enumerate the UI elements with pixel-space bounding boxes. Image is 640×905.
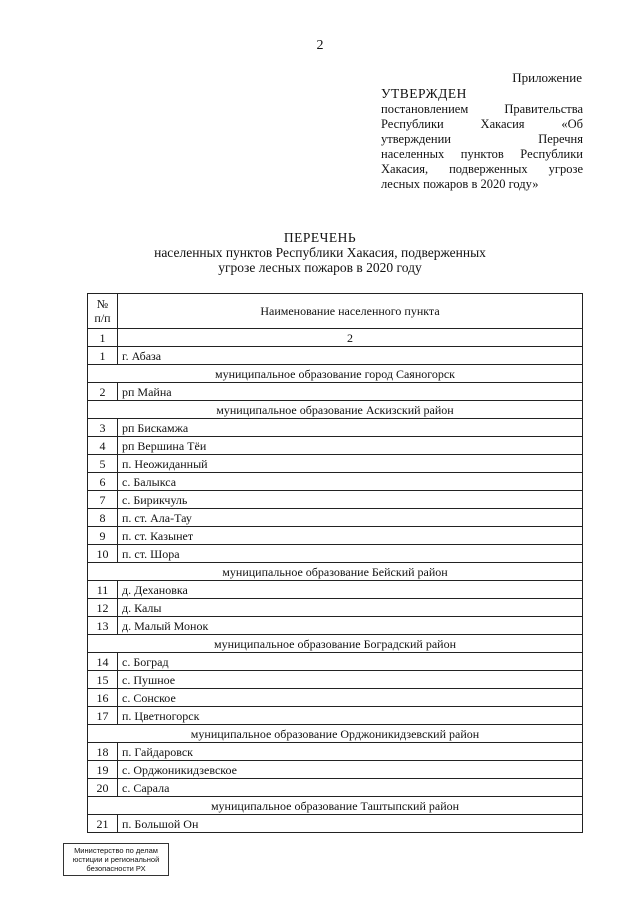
municipality-group-row [88,635,583,653]
document-heading [0,230,640,275]
settlement-row [88,599,583,617]
header-number-cell [88,294,118,329]
settlement-name: с. Бирикчуль [118,491,583,509]
settlement-row [88,419,583,437]
municipality-group-row [88,797,583,815]
settlement-number: 3 [88,419,118,437]
settlement-number: 11 [88,581,118,599]
settlement-number: 9 [88,527,118,545]
approval-line: лесных пожаров в 2020 году» [381,177,539,191]
ministry-stamp [63,843,169,876]
column-index-cell: 2 [118,329,583,347]
settlement-number: 17 [88,707,118,725]
settlement-name: п. Неожиданный [118,455,583,473]
settlement-name: с. Сонское [118,689,583,707]
settlement-name: п. ст. Шора [118,545,583,563]
settlement-name: рп Вершина Тёи [118,437,583,455]
settlement-row [88,761,583,779]
settlement-row [88,707,583,725]
settlement-row [88,545,583,563]
settlement-number: 20 [88,779,118,797]
settlement-name: п. Большой Он [118,815,583,833]
header-number-symbol: № [96,297,109,311]
municipality-group-row [88,563,583,581]
settlement-name: д. Калы [118,599,583,617]
municipality-group-row [88,725,583,743]
municipality-group-label: муниципальное образование город Саяногорск [88,365,583,383]
settlement-number: 4 [88,437,118,455]
document-subtitle-line: населенных пунктов Республики Хакасия, подверженных [154,245,486,260]
settlement-number: 8 [88,509,118,527]
settlement-row [88,743,583,761]
settlement-number: 12 [88,599,118,617]
approval-line: Республики Хакасия «Об [381,117,583,131]
settlement-name: с. Балыкса [118,473,583,491]
settlement-row [88,581,583,599]
settlement-number: 15 [88,671,118,689]
settlement-row [88,437,583,455]
settlement-number: 21 [88,815,118,833]
settlement-name: п. ст. Ала-Тау [118,509,583,527]
appendix-label: Приложение [512,70,582,85]
settlement-number: 14 [88,653,118,671]
settlement-name: с. Сарала [118,779,583,797]
municipality-group-label: муниципальное образование Бейский район [88,563,583,581]
settlement-row [88,491,583,509]
municipality-group-label: муниципальное образование Аскизский район [88,401,583,419]
approval-title: УТВЕРЖДЕН [381,86,467,101]
stamp-line: юстиции и региональной [72,855,160,864]
settlement-row [88,455,583,473]
stamp-line: безопасности РХ [86,864,146,873]
header-name-cell: Наименование населенного пункта [118,294,583,329]
column-index-cell: 1 [88,329,118,347]
settlement-name: п. Цветногорск [118,707,583,725]
page-number: 2 [316,38,324,53]
settlement-name: рп Майна [118,383,583,401]
settlement-number: 5 [88,455,118,473]
approval-line: населенных пунктов Республики [381,147,583,161]
settlement-row [88,527,583,545]
table-header-row [88,294,583,329]
settlement-number: 1 [88,347,118,365]
settlement-row [88,815,583,833]
settlement-row [88,671,583,689]
settlement-number: 19 [88,761,118,779]
approval-line: утверждении Перечня [381,132,583,146]
settlement-number: 2 [88,383,118,401]
settlement-name: с. Пушное [118,671,583,689]
settlement-row [88,383,583,401]
header-number-abbr: п/п [94,311,111,325]
document-title: ПЕРЕЧЕНЬ [283,230,357,245]
settlement-name: д. Дехановка [118,581,583,599]
settlement-number: 10 [88,545,118,563]
municipality-group-row [88,401,583,419]
settlement-name: рп Бискамжа [118,419,583,437]
municipality-group-label: муниципальное образование Орджоникидзевский район [88,725,583,743]
settlement-row [88,779,583,797]
settlement-name: п. Гайдаровск [118,743,583,761]
approval-line: постановлением Правительства [381,102,583,116]
settlement-row [88,473,583,491]
approval-line: Хакасия, подверженных угрозе [381,162,583,176]
settlement-row [88,617,583,635]
settlement-name: г. Абаза [118,347,583,365]
settlement-name: п. ст. Казынет [118,527,583,545]
settlement-number: 6 [88,473,118,491]
settlement-row [88,653,583,671]
document-subtitle-line: угрозе лесных пожаров в 2020 году [218,260,422,275]
settlement-number: 16 [88,689,118,707]
settlement-row [88,689,583,707]
settlement-number: 7 [88,491,118,509]
settlement-name: с. Орджоникидзевское [118,761,583,779]
stamp-line: Министерство по делам [74,846,158,855]
municipality-group-row [88,365,583,383]
municipality-group-label: муниципальное образование Боградский район [88,635,583,653]
settlement-row [88,347,583,365]
settlement-row [88,509,583,527]
settlement-name: д. Малый Монок [118,617,583,635]
settlement-number: 18 [88,743,118,761]
settlement-number: 13 [88,617,118,635]
settlement-name: с. Боград [118,653,583,671]
municipality-group-label: муниципальное образование Таштыпский район [88,797,583,815]
settlements-table [87,293,583,833]
approval-block [381,86,583,192]
column-index-row [88,329,583,347]
